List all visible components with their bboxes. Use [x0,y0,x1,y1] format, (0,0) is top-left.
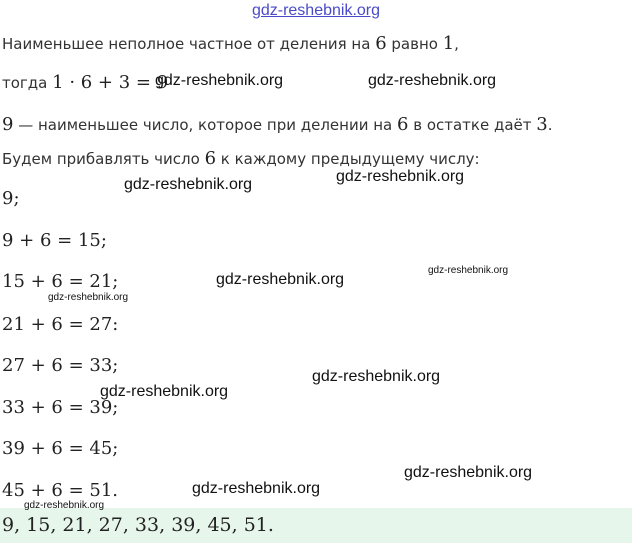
watermark: gdz-reshebnik.org [216,271,345,288]
watermark: gdz-reshebnik.org [48,292,129,303]
text-line-1-part-b: равно [386,35,443,53]
watermark: gdz-reshebnik.org [428,265,509,276]
equation-3: 15 + 6 = 21; [2,271,119,292]
watermark: gdz-reshebnik.org [192,480,321,497]
equation-4: 21 + 6 = 27: [2,314,119,335]
watermark: gdz-reshebnik.org [155,72,284,89]
watermark: gdz-reshebnik.org [404,464,533,481]
text-line-3-number-3: 3 [536,114,548,135]
site-link[interactable]: gdz-reshebnik.org [251,2,381,19]
watermark: gdz-reshebnik.org [336,168,465,185]
text-line-4-number-6: 6 [204,148,217,169]
equation-2: 9 + 6 = 15; [2,230,107,251]
equation-8: 45 + 6 = 51. [2,480,119,501]
text-line-2 [2,72,168,93]
equation-7: 39 + 6 = 45; [2,438,119,459]
watermark: gdz-reshebnik.org [312,368,441,385]
equation-1: 9; [2,188,20,209]
text-line-3-part-a: — наименьшее число, которое при делении на [13,116,397,134]
watermark: gdz-reshebnik.org [24,500,105,511]
text-line-1-part-a: Наименьшее неполное частное от деления на [2,35,376,53]
text-line-3-part-c: . [547,116,553,134]
text-line-1-number-1: 1 [442,33,455,54]
equation-6: 33 + 6 = 39; [2,397,119,418]
equation-5: 27 + 6 = 33; [2,355,119,376]
watermark: gdz-reshebnik.org [100,383,229,400]
text-line-2-part-a: тогда [2,74,53,92]
text-line-3-number-6: 6 [397,114,409,135]
text-line-1 [2,33,459,54]
text-line-3-number-9: 9 [2,114,14,135]
text-line-1-number-6: 6 [375,33,387,54]
text-line-4-part-b: к каждому предыдущему числу: [216,150,480,168]
text-line-2-expression: 1 · 6 + 3 = 9 [52,72,169,93]
watermark: gdz-reshebnik.org [124,176,253,193]
answer-box [0,508,632,543]
text-line-3-part-b: в остатке даёт [408,116,537,134]
text-line-4 [2,148,480,169]
watermark: gdz-reshebnik.org [368,72,497,89]
text-line-3 [2,114,553,135]
answer-text: 9, 15, 21, 27, 33, 39, 45, 51. [2,514,274,536]
text-line-1-part-c: , [454,35,459,53]
text-line-4-part-a: Будем прибавлять число [2,150,205,168]
